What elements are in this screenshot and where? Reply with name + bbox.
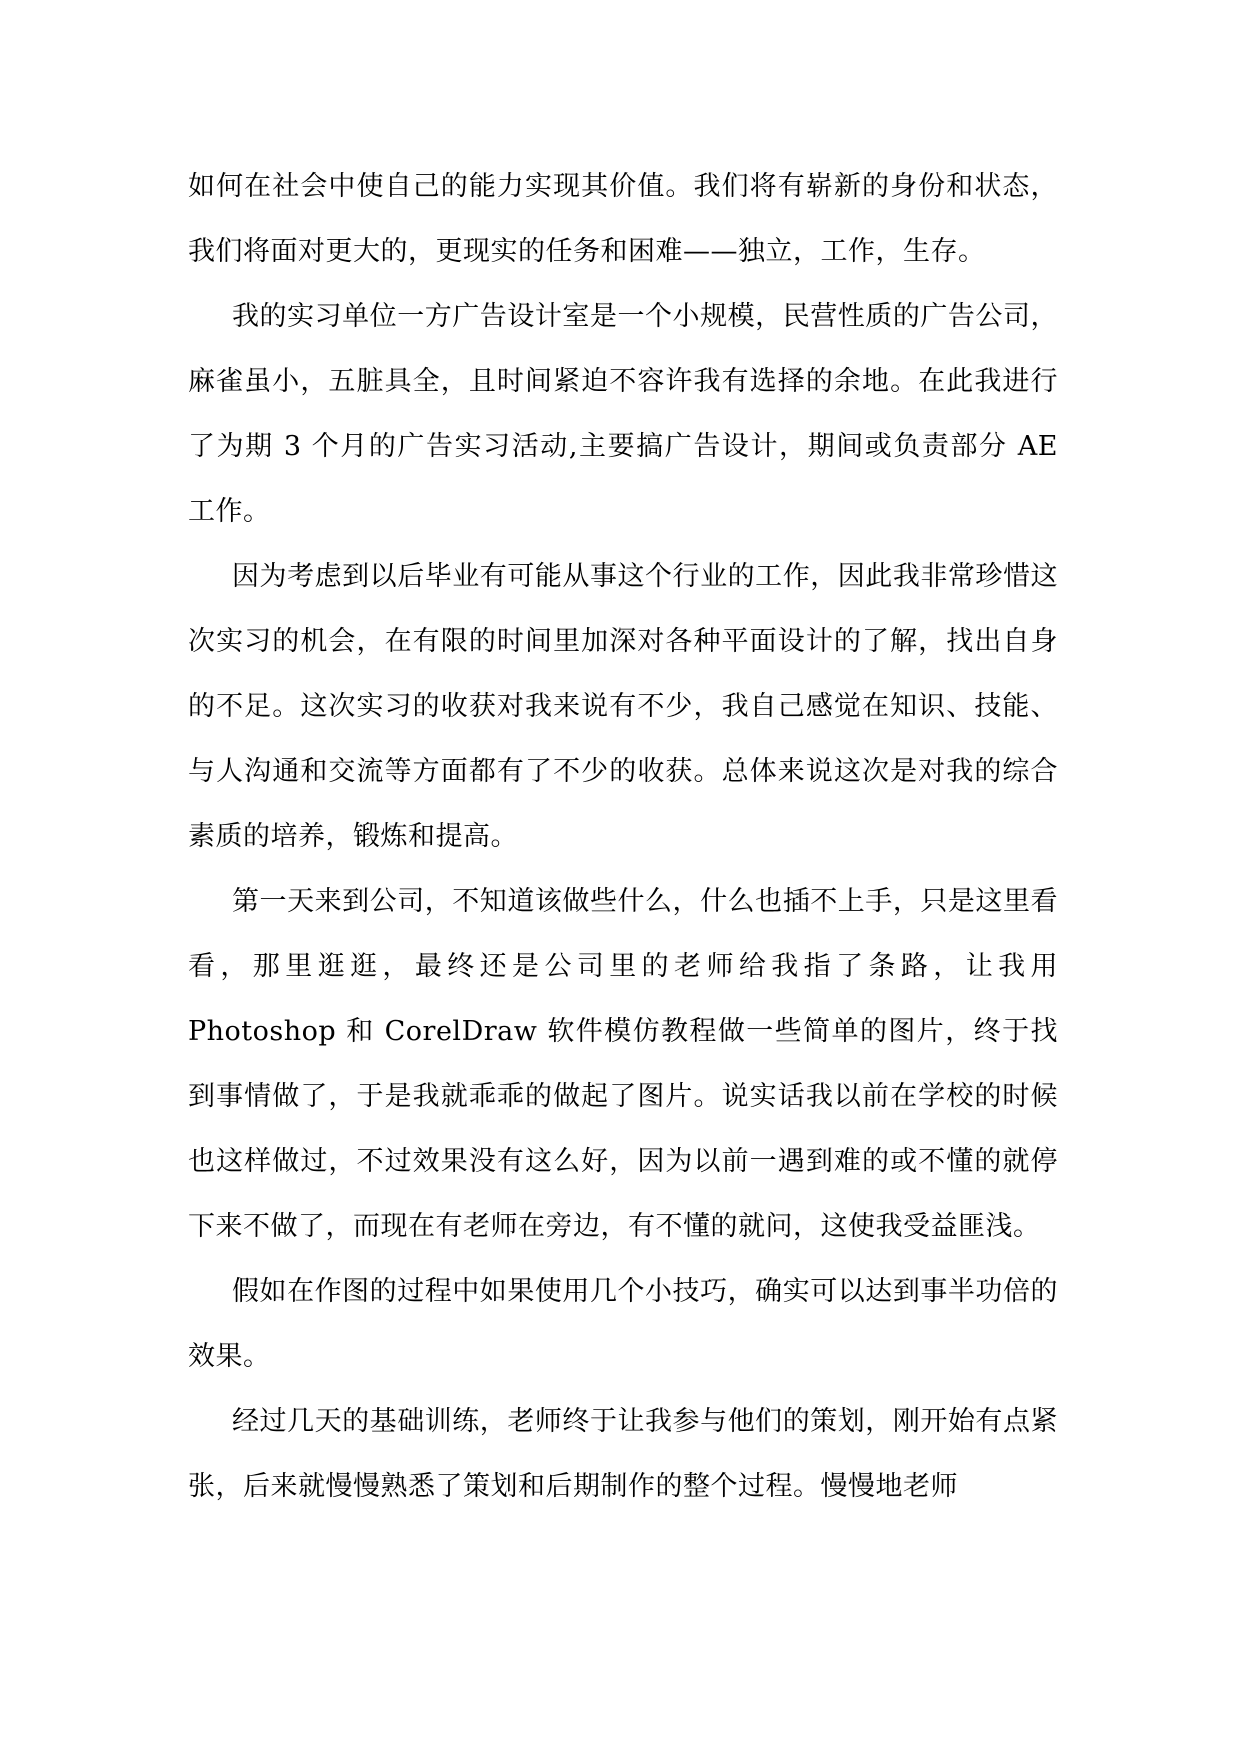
- document-body: [188, 154, 1058, 1519]
- paragraph-4: 第一天来到公司，不知道该做些什么，什么也插不上手，只是这里看看，那里逛逛，最终还是公司里的老师给我指了条路，让我用 Photoshop 和 CorelDraw 软件模仿教程做一些简单的图片，终于找到事情做了，于是我就乖乖的做起了图片。说实话我以前在学校的时候也这样做过，不过效果没有这么好，因为以前一遇到难的或不懂的就停下来不做了，而现在有老师在旁边，有不懂的就问，这使我受益匪浅。: [188, 886, 1058, 1242]
- paragraph-3: 因为考虑到以后毕业有可能从事这个行业的工作，因此我非常珍惜这次实习的机会，在有限的时间里加深对各种平面设计的了解，找出自身的不足。这次实习的收获对我来说有不少，我自己感觉在知识、技能、与人沟通和交流等方面都有了不少的收获。总体来说这次是对我的综合素质的培养，锻炼和提高。: [188, 561, 1058, 852]
- paragraph-6: 经过几天的基础训练，老师终于让我参与他们的策划，刚开始有点紧张，后来就慢慢熟悉了策划和后期制作的整个过程。慢慢地老师: [188, 1406, 1058, 1502]
- paragraph-1: 如何在社会中使自己的能力实现其价值。我们将有崭新的身份和状态，我们将面对更大的，更现实的任务和困难——独立，工作，生存。: [188, 171, 1058, 267]
- paragraph-2: 我的实习单位一方广告设计室是一个小规模，民营性质的广告公司，麻雀虽小，五脏具全，且时间紧迫不容许我有选择的余地。在此我进行了为期 3 个月的广告实习活动,主要搞广告设计，期间或负责部分 AE 工作。: [188, 301, 1058, 527]
- paragraph-5: 假如在作图的过程中如果使用几个小技巧，确实可以达到事半功倍的效果。: [188, 1276, 1058, 1372]
